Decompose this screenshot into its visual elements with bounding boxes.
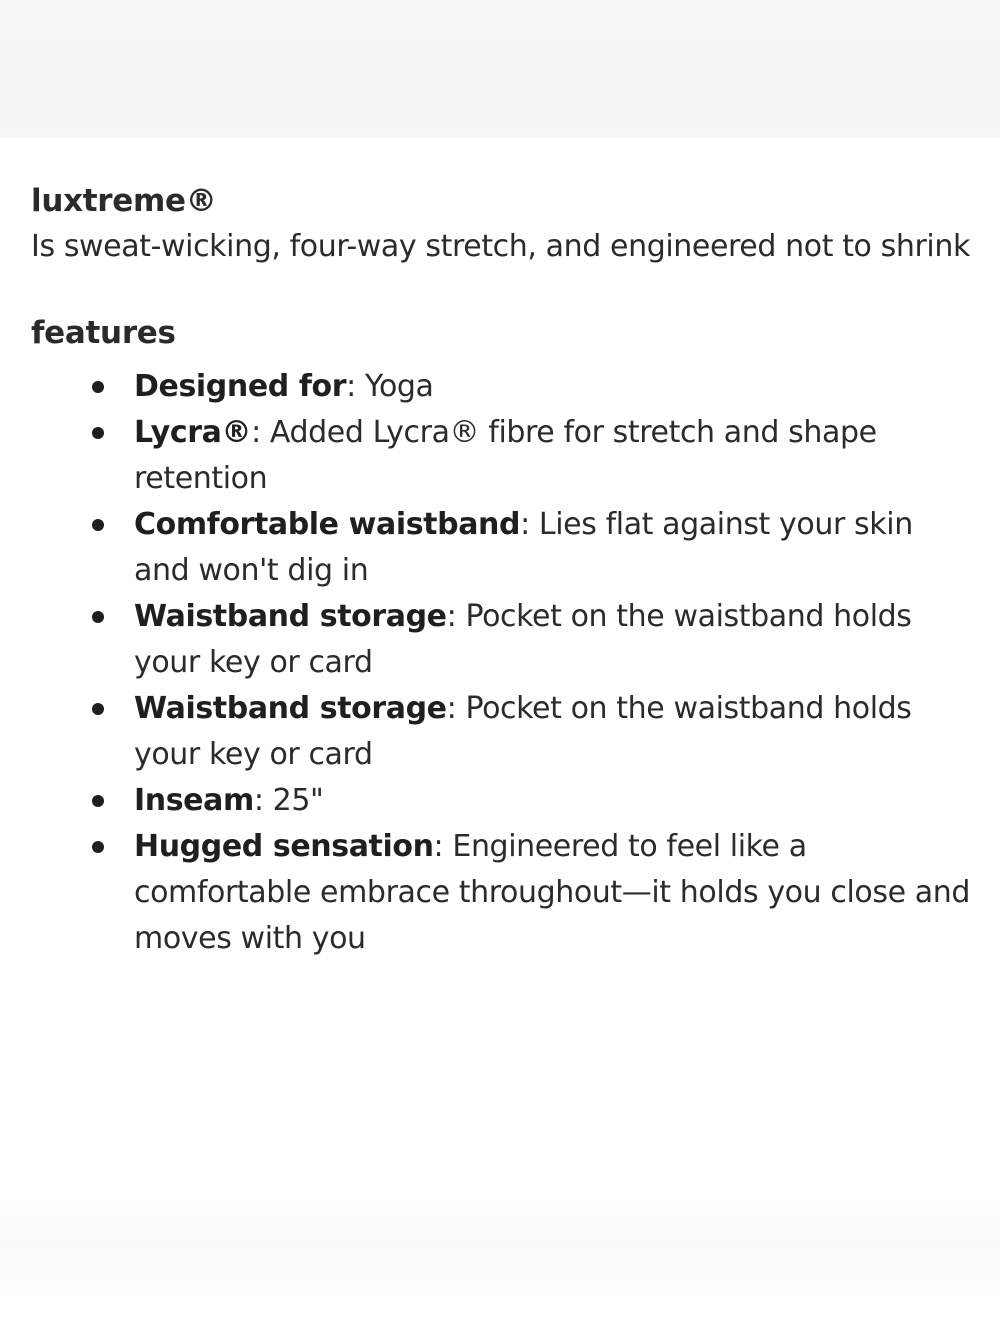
feature-name: Waistband storage [134, 599, 447, 634]
bullet-icon [92, 795, 104, 807]
feature-separator: : [520, 507, 539, 542]
feature-text: Lies flat against your skin and won't dig in [134, 507, 913, 588]
feature-item [134, 410, 976, 502]
feature-item [134, 778, 976, 824]
feature-name: Comfortable waistband [134, 507, 521, 542]
feature-text: Engineered to feel like a comfortable embrace throughout—it holds you close and moves with you [134, 829, 971, 956]
top-image-area [0, 0, 1000, 138]
bottom-fade [0, 1180, 1000, 1333]
feature-text: 25" [272, 783, 324, 818]
feature-text: Added Lycra® fibre for stretch and shape retention [134, 415, 877, 496]
feature-text: Yoga [365, 369, 434, 404]
feature-name: Waistband storage [134, 691, 447, 726]
features-heading: features [31, 315, 176, 351]
feature-item [134, 502, 976, 594]
feature-name: Hugged sensation [134, 829, 434, 864]
bullet-icon [92, 519, 104, 531]
bullet-icon [92, 611, 104, 623]
feature-separator: : [446, 691, 466, 726]
feature-item [134, 364, 976, 410]
feature-text: Pocket on the waistband holds your key or card [134, 599, 912, 680]
bullet-icon [92, 381, 104, 393]
bullet-icon [92, 841, 104, 853]
product-details [31, 178, 976, 962]
material-description: Is sweat-wicking, four-way stretch, and engineered not to shrink [31, 229, 970, 264]
feature-separator: : [433, 829, 453, 864]
feature-separator: : [253, 783, 273, 818]
feature-separator: : [251, 415, 270, 450]
feature-item [134, 686, 976, 778]
feature-name: Designed for [134, 369, 347, 404]
feature-separator: : [446, 599, 466, 634]
feature-text: Pocket on the waistband holds your key or card [134, 691, 912, 772]
bullet-icon [92, 703, 104, 715]
feature-separator: : [346, 369, 365, 404]
feature-name: Lycra® [134, 415, 252, 450]
material-heading: luxtreme® [31, 183, 217, 219]
feature-name: Inseam [134, 783, 254, 818]
feature-list [31, 364, 976, 962]
feature-item [134, 824, 976, 962]
bullet-icon [92, 427, 104, 439]
feature-item [134, 594, 976, 686]
